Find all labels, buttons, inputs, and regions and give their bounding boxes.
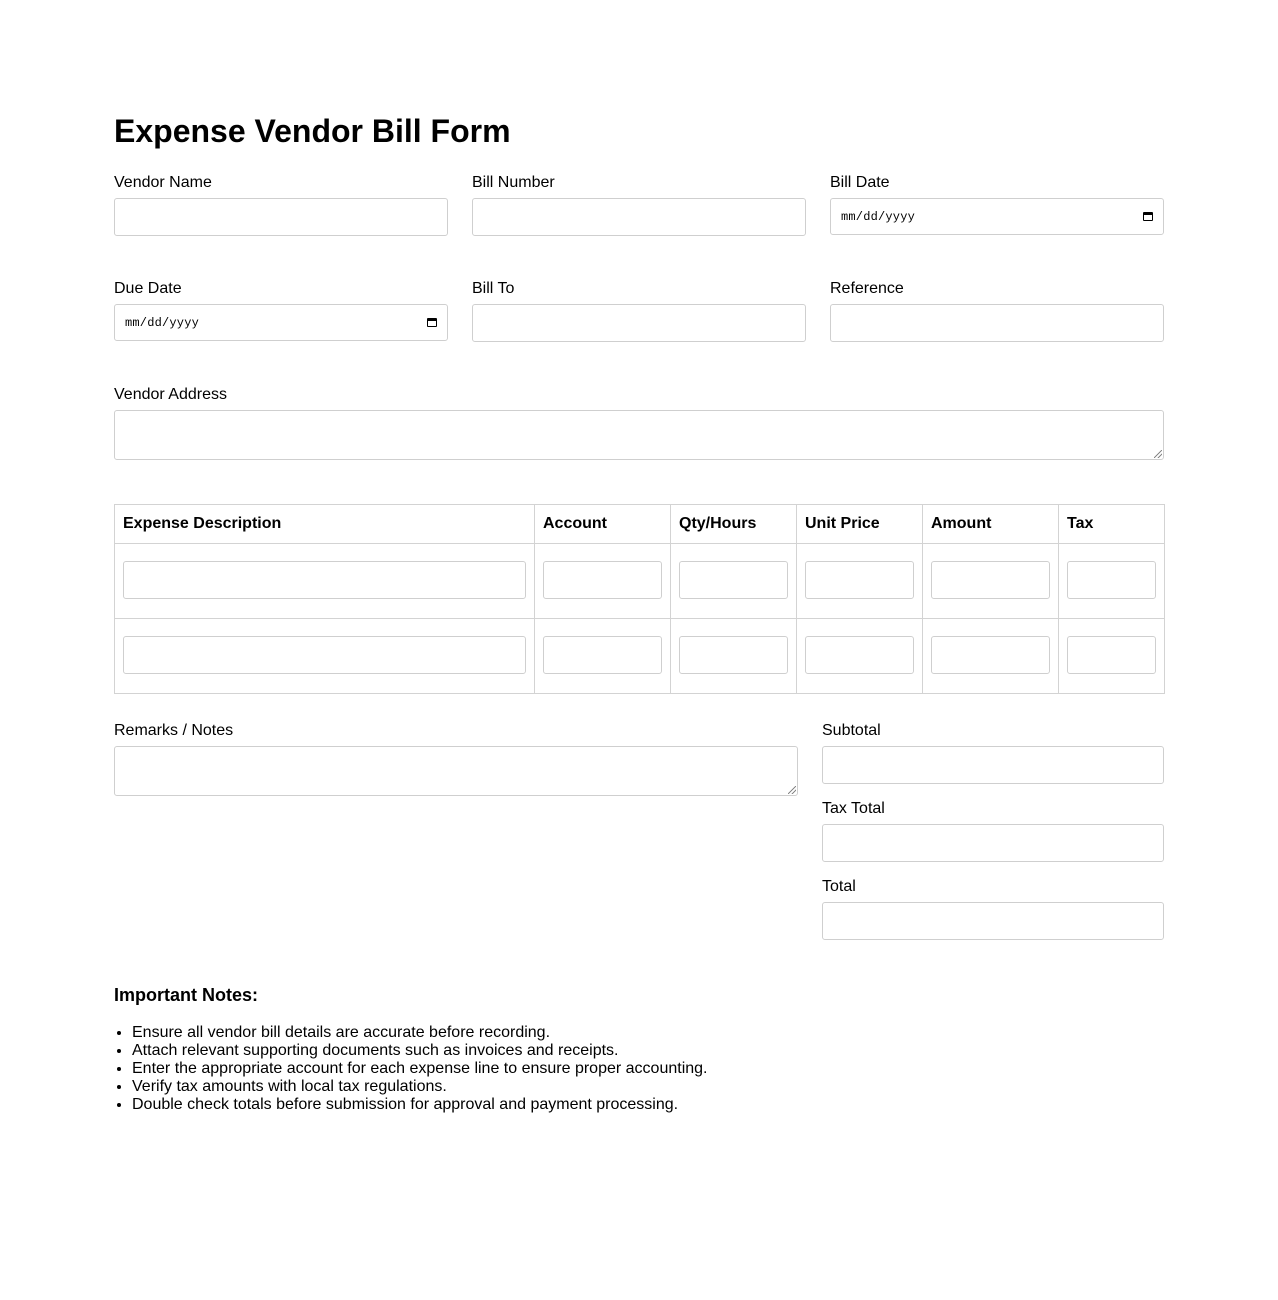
- vendor-name-label: Vendor Name: [114, 174, 212, 191]
- remarks-field: [114, 722, 798, 740]
- vendor-address-label: Vendor Address: [114, 386, 227, 403]
- bill-date-input[interactable]: [830, 198, 1164, 235]
- tax-total-input[interactable]: [822, 824, 1164, 862]
- total-input[interactable]: [822, 902, 1164, 940]
- due-date-label: Due Date: [114, 280, 182, 297]
- bill-date-field: [830, 174, 1164, 224]
- bill-to-label: Bill To: [472, 280, 515, 297]
- notes-list: [114, 1024, 707, 1114]
- vendor-address-textarea[interactable]: [114, 410, 1164, 460]
- list-item: • Verify tax amounts with local tax regulations.: [132, 1078, 707, 1096]
- subtotal-label: Subtotal: [822, 722, 881, 739]
- column-header: Qty/Hours: [671, 505, 797, 544]
- list-item: • Double check totals before submission for approval and payment processing.: [132, 1096, 707, 1114]
- unit-price-input[interactable]: [805, 561, 914, 599]
- vendor-name-input[interactable]: [114, 198, 448, 236]
- due-date-placeholder: mm/dd/yyyy: [125, 315, 200, 330]
- reference-input[interactable]: [830, 304, 1164, 342]
- total-field: [822, 878, 1164, 896]
- table-row: [115, 619, 1165, 694]
- tax-total-label: Tax Total: [822, 800, 885, 817]
- expense-table: [114, 504, 1165, 694]
- resize-grip-icon[interactable]: [1154, 450, 1162, 458]
- calendar-icon[interactable]: [1143, 212, 1153, 221]
- total-label: Total: [822, 878, 856, 895]
- tax-input[interactable]: [1067, 561, 1156, 599]
- tax-input[interactable]: [1067, 636, 1156, 674]
- reference-field: [830, 280, 1164, 298]
- due-date-input[interactable]: [114, 304, 448, 341]
- column-header: Amount: [923, 505, 1059, 544]
- reference-label: Reference: [830, 280, 904, 297]
- amount-input[interactable]: [931, 636, 1050, 674]
- list-item: • Ensure all vendor bill details are accurate before recording.: [132, 1024, 707, 1042]
- bill-number-field: [472, 174, 806, 192]
- bill-date-label: Bill Date: [830, 174, 890, 191]
- column-header: Tax: [1059, 505, 1165, 544]
- bill-to-field: [472, 280, 806, 298]
- tax-total-field: [822, 800, 1164, 818]
- remarks-textarea[interactable]: [114, 746, 798, 796]
- bill-date-placeholder: mm/dd/yyyy: [841, 209, 916, 224]
- unit-price-input[interactable]: [805, 636, 914, 674]
- vendor-address-field: [114, 386, 1164, 404]
- column-header: Unit Price: [797, 505, 923, 544]
- table-row: [115, 544, 1165, 619]
- column-header: Account: [535, 505, 671, 544]
- page-title: Expense Vendor Bill Form: [114, 113, 511, 149]
- account-input[interactable]: [543, 636, 662, 674]
- bill-number-input[interactable]: [472, 198, 806, 236]
- column-header: Expense Description: [115, 505, 535, 544]
- expense-description-input[interactable]: [123, 561, 526, 599]
- bill-to-input[interactable]: [472, 304, 806, 342]
- bill-number-label: Bill Number: [472, 174, 555, 191]
- remarks-label: Remarks / Notes: [114, 722, 234, 739]
- subtotal-field: [822, 722, 1164, 740]
- list-item: • Attach relevant supporting documents such as invoices and receipts.: [132, 1042, 707, 1060]
- resize-grip-icon[interactable]: [788, 786, 796, 794]
- qty-hours-input[interactable]: [679, 636, 788, 674]
- due-date-field: [114, 280, 448, 330]
- vendor-name-field: [114, 174, 448, 192]
- expense-description-input[interactable]: [123, 636, 526, 674]
- amount-input[interactable]: [931, 561, 1050, 599]
- table-header-row: [115, 505, 1165, 544]
- subtotal-input[interactable]: [822, 746, 1164, 784]
- notes-heading: Important Notes:: [114, 985, 258, 1005]
- qty-hours-input[interactable]: [679, 561, 788, 599]
- list-item: • Enter the appropriate account for each expense line to ensure proper accounting.: [132, 1060, 707, 1078]
- calendar-icon[interactable]: [427, 318, 437, 327]
- account-input[interactable]: [543, 561, 662, 599]
